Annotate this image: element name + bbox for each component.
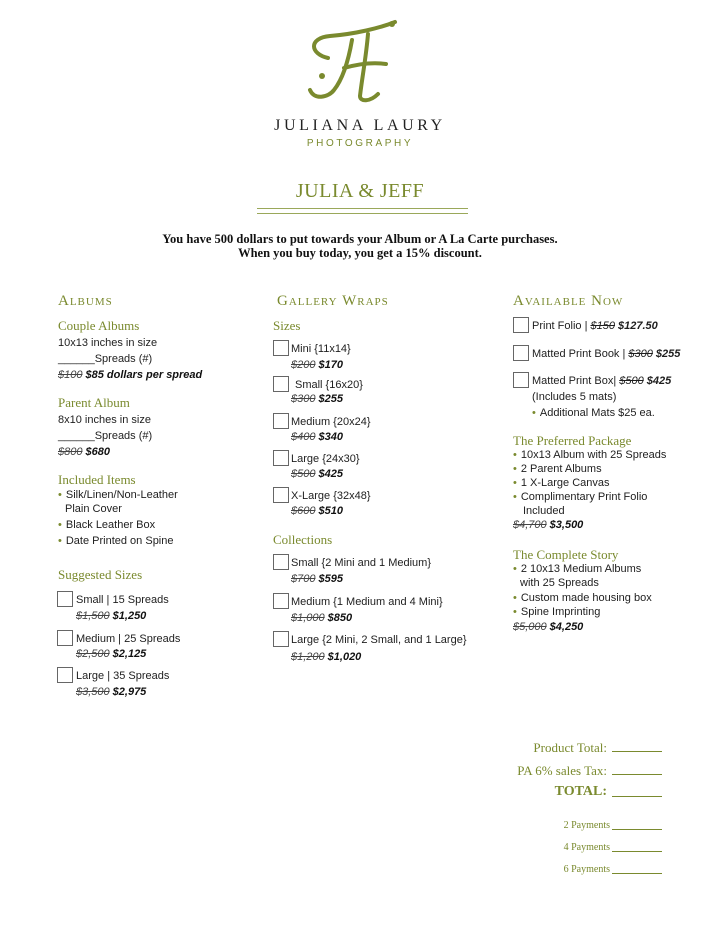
new-price: $680 [85,446,110,458]
complete-item: • 2 10x13 Medium Albums [513,563,642,575]
preferred-item-cont: Included [523,505,565,517]
wrap-large-label: Large {24x30} [291,453,360,465]
gallery-wraps-title: Gallery Wraps [277,293,389,309]
payments-6-label: 6 Payments [563,864,610,875]
wrap-large-checkbox[interactable] [273,450,289,466]
wrap-mini-checkbox[interactable] [273,340,289,356]
sizes-title: Sizes [273,318,301,333]
preferred-item: • 1 X-Large Canvas [513,477,610,489]
intro-line: When you buy today, you get a 15% discount. [238,246,482,260]
wrap-mini-price: $200 $170 [291,359,343,371]
preferred-price: $4,700 $3,500 [513,519,584,531]
collections-title: Collections [273,532,333,547]
suggested-sizes-title: Suggested Sizes [58,567,143,582]
total-label: TOTAL: [554,784,607,799]
suggested-large-label: Large | 35 Spreads [76,670,170,682]
brand-subtitle: PHOTOGRAPHY [306,138,414,149]
preferred-item: • Complimentary Print Folio [513,491,648,503]
included-item-cont: Plain Cover [65,503,122,515]
collection-medium-label: Medium {1 Medium and 4 Mini} [291,596,443,608]
included-item: • Black Leather Box [58,519,156,531]
preferred-package-title: The Preferred Package [513,433,632,448]
suggested-medium-checkbox[interactable] [57,630,73,646]
available-now-title: Available Now [513,293,624,309]
jl-monogram-logo [300,18,400,108]
suggested-medium-label: Medium | 25 Spreads [76,633,181,645]
complete-item-cont: with 25 Spreads [520,577,599,589]
wrap-xlarge-price: $600 $510 [291,505,343,517]
new-price: $85 dollars per spread [85,369,203,381]
complete-price: $5,000 $4,250 [513,621,584,633]
payments-4-label: 4 Payments [563,842,610,853]
additional-mats: • Additional Mats $25 ea. [532,407,655,419]
complete-item: • Spine Imprinting [513,606,601,618]
wrap-small-label: Small {16x20} [295,379,363,391]
wrap-medium-price: $400 $340 [291,431,343,443]
tax-label: PA 6% sales Tax: [517,763,607,778]
matted-print-book-item: Matted Print Book | $300 $255 [532,348,681,360]
wrap-mini-label: Mini {11x14} [291,343,351,355]
collection-large-checkbox[interactable] [273,631,289,647]
matted-print-box-item: Matted Print Box| $500 $425 [532,375,672,387]
suggested-large-price: $3,500 $2,975 [76,686,147,698]
divider [257,208,468,209]
payments-6-field[interactable] [612,873,662,874]
product-total-field[interactable] [612,751,662,752]
print-folio-checkbox[interactable] [513,317,529,333]
included-items-title: Included Items [58,472,136,487]
collection-large-price: $1,200 $1,020 [291,651,362,663]
client-name: JULIA & JEFF [295,180,425,202]
brand-name: JULIANA LAURY [274,117,446,134]
suggested-medium-price: $2,500 $2,125 [76,648,147,660]
suggested-small-checkbox[interactable] [57,591,73,607]
payments-2-label: 2 Payments [563,820,610,831]
included-item: • Date Printed on Spine [58,535,174,547]
collection-small-price: $700 $595 [291,573,343,585]
intro-line: You have 500 dollars to put towards your Album or A La Carte purchases. [162,232,558,246]
albums-title: Albums [58,293,113,309]
complete-item: • Custom made housing box [513,592,652,604]
matted-print-book-checkbox[interactable] [513,345,529,361]
old-price: $100 [58,369,83,381]
couple-spreads-field[interactable]: ______Spreads (#) [58,353,153,365]
wrap-xlarge-label: X-Large {32x48} [291,490,371,502]
wrap-medium-checkbox[interactable] [273,413,289,429]
wrap-small-checkbox[interactable] [273,376,289,392]
suggested-large-checkbox[interactable] [57,667,73,683]
parent-price [58,446,110,458]
couple-price [58,369,202,381]
product-total-label: Product Total: [533,740,607,755]
collection-medium-price: $1,000 $850 [291,612,353,624]
wrap-small-price: $300 $255 [291,393,343,405]
parent-album-title: Parent Album [58,395,130,410]
couple-size: 10x13 inches in size [58,337,158,349]
suggested-small-price: $1,500 $1,250 [76,610,147,622]
old-price: $800 [58,446,83,458]
included-item: • Silk/Linen/Non-Leather [58,489,178,501]
wrap-medium-label: Medium {20x24} [291,416,371,428]
collection-large-label: Large {2 Mini, 2 Small, and 1 Large} [291,634,467,646]
tax-field[interactable] [612,774,662,775]
payments-2-field[interactable] [612,829,662,830]
payments-4-field[interactable] [612,851,662,852]
wrap-large-price: $500 $425 [291,468,343,480]
parent-size: 8x10 inches in size [58,414,151,426]
mats-note: (Includes 5 mats) [532,391,617,403]
preferred-item: • 10x13 Album with 25 Spreads [513,449,667,461]
print-folio-item: Print Folio | $150 $127.50 [532,320,658,332]
preferred-item: • 2 Parent Albums [513,463,602,475]
matted-print-box-checkbox[interactable] [513,372,529,388]
collection-medium-checkbox[interactable] [273,593,289,609]
collection-small-label: Small {2 Mini and 1 Medium} [291,557,432,569]
intro-text [0,232,720,260]
suggested-small-label: Small | 15 Spreads [76,594,169,606]
complete-story-title: The Complete Story [513,547,619,562]
total-field[interactable] [612,796,662,797]
wrap-xlarge-checkbox[interactable] [273,487,289,503]
couple-albums-title: Couple Albums [58,318,140,333]
collection-small-checkbox[interactable] [273,554,289,570]
divider [257,213,468,214]
parent-spreads-field[interactable]: ______Spreads (#) [58,430,153,442]
